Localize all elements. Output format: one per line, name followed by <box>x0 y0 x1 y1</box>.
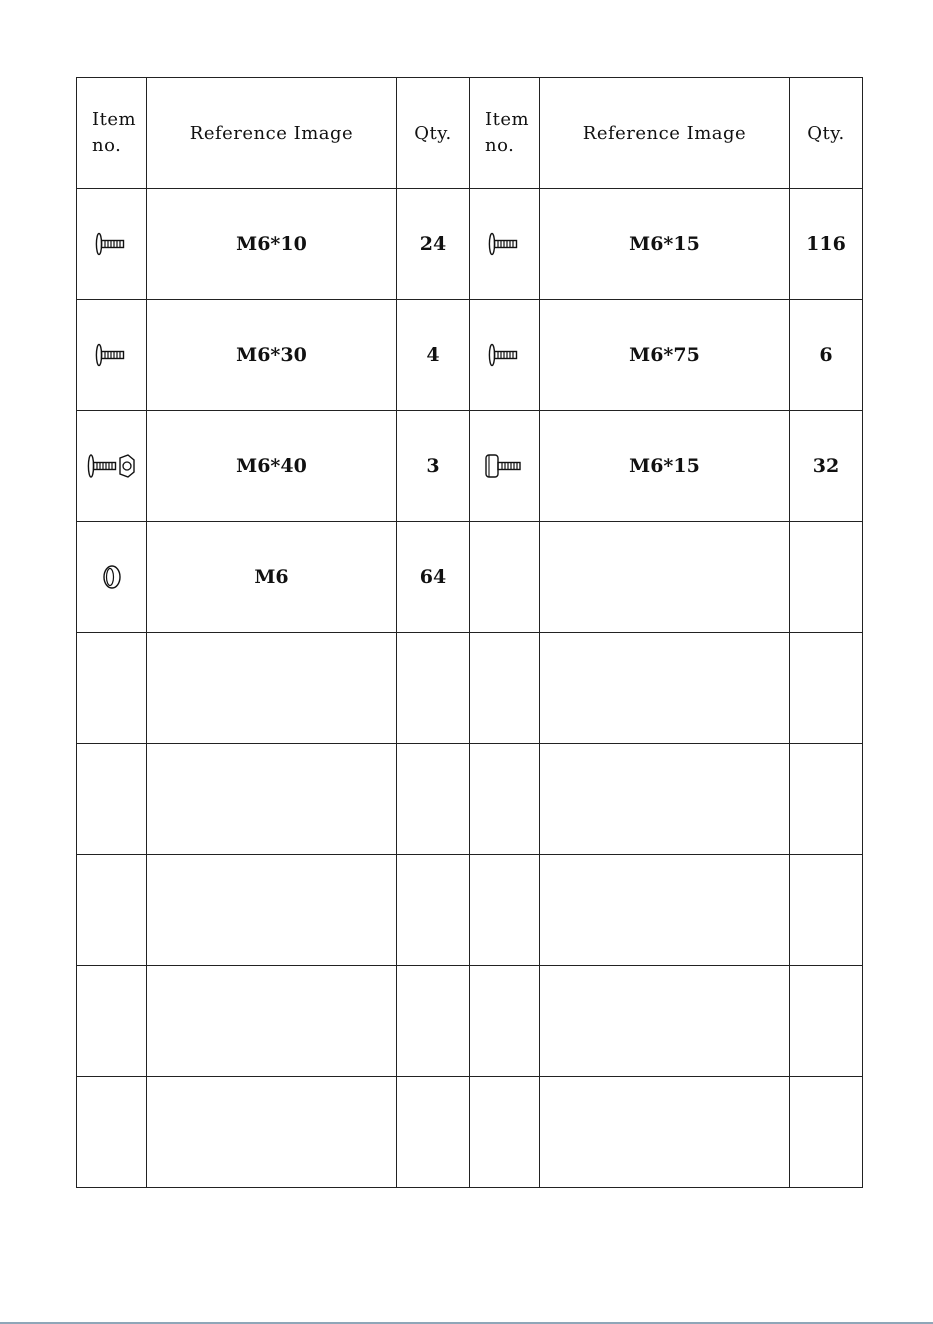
item-cell <box>470 189 540 300</box>
header-row <box>77 78 863 189</box>
bolt-with-nut-icon <box>87 452 137 480</box>
table-row <box>77 855 863 966</box>
header-reference-image: Reference Image <box>147 78 397 189</box>
table-row <box>77 300 863 411</box>
item-cell <box>470 411 540 522</box>
reference-spec: M6*30 <box>147 300 397 411</box>
table-row <box>77 1077 863 1188</box>
qty-value: 24 <box>397 189 470 300</box>
table-row <box>77 966 863 1077</box>
item-cell <box>470 522 540 633</box>
qty-value: 32 <box>790 411 863 522</box>
table-row <box>77 189 863 300</box>
qty-value: 116 <box>790 189 863 300</box>
header-qty: Qty. <box>397 78 470 189</box>
hardware-table <box>76 77 863 1188</box>
reference-spec: M6*75 <box>540 300 790 411</box>
bolt-icon <box>95 231 129 257</box>
header-qty: Qty. <box>790 78 863 189</box>
item-cell <box>77 522 147 633</box>
item-cell <box>77 300 147 411</box>
qty-value: 3 <box>397 411 470 522</box>
qty-value: 4 <box>397 300 470 411</box>
qty-value: 6 <box>790 300 863 411</box>
reference-spec <box>540 522 790 633</box>
item-cell <box>77 411 147 522</box>
qty-value: 64 <box>397 522 470 633</box>
washer-icon <box>101 563 123 591</box>
header-item-no: Item no. <box>77 78 147 189</box>
item-cell <box>470 300 540 411</box>
socket-bolt-icon <box>484 452 526 480</box>
table-row <box>77 744 863 855</box>
reference-spec: M6*15 <box>540 411 790 522</box>
table-row <box>77 633 863 744</box>
reference-spec: M6*15 <box>540 189 790 300</box>
reference-spec: M6*40 <box>147 411 397 522</box>
bolt-icon <box>488 342 522 368</box>
bolt-icon <box>95 342 129 368</box>
qty-value <box>790 522 863 633</box>
table-row <box>77 522 863 633</box>
table-row <box>77 411 863 522</box>
reference-spec: M6 <box>147 522 397 633</box>
reference-spec: M6*10 <box>147 189 397 300</box>
header-reference-image: Reference Image <box>540 78 790 189</box>
item-cell <box>77 189 147 300</box>
header-item-no: Item no. <box>470 78 540 189</box>
bolt-icon <box>488 231 522 257</box>
